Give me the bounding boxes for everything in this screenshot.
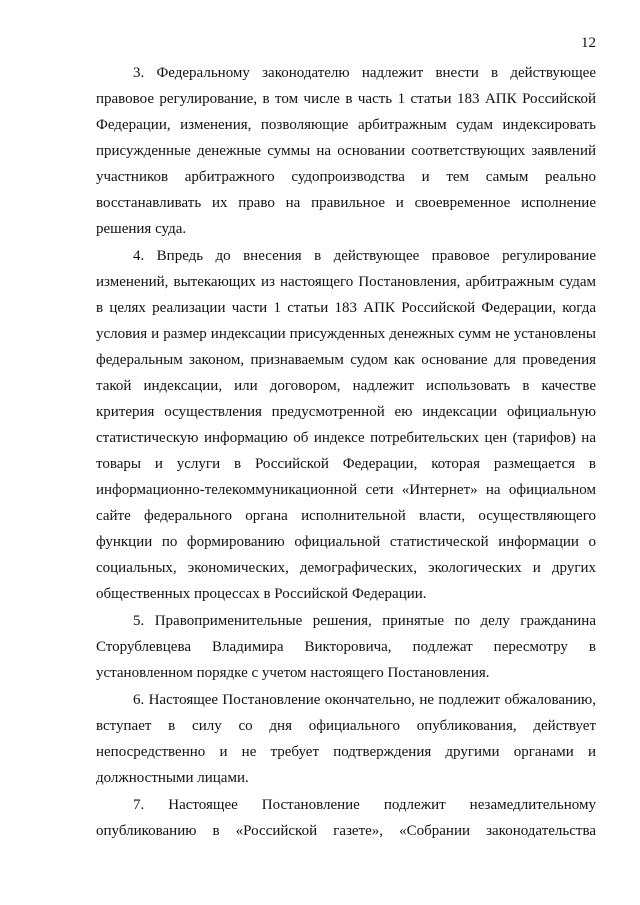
text-line: вступает в силу со дня официального опубликования, действует xyxy=(96,718,596,734)
text-line: федеральным законом, признаваемым судом как основание для проведения xyxy=(96,352,596,368)
text-line: Федерации, изменения, позволяющие арбитражным судам индексировать xyxy=(96,117,596,133)
text-line: социальных, экономических, демографических, экологических и других xyxy=(96,560,596,576)
text-line: такой индексации, или договором, надлежит использовать в качестве xyxy=(96,378,596,394)
text-line: 3. Федеральному законодателю надлежит внести в действующее xyxy=(133,65,596,81)
text-line: опубликованию в «Российской газете», «Собрании законодательства xyxy=(96,823,596,839)
text-line: условия и размер индексации присужденных денежных сумм не установлены xyxy=(96,326,596,342)
paragraph-5 xyxy=(96,792,596,844)
paragraph-3 xyxy=(96,608,596,686)
text-line: должностными лицами. xyxy=(96,770,249,786)
text-line: правовое регулирование, в том числе в часть 1 статьи 183 АПК Российской xyxy=(96,91,596,107)
document-body xyxy=(96,60,596,845)
text-line: в целях реализации части 1 статьи 183 АПК Российской Федерации, когда xyxy=(96,300,596,316)
text-line: Сторублевцева Владимира Викторовича, подлежат пересмотру в xyxy=(96,639,596,655)
text-line: статистическую информацию об индексе потребительских цен (тарифов) на xyxy=(96,430,596,446)
text-line: 4. Впредь до внесения в действующее правовое регулирование xyxy=(133,248,596,264)
text-line: установленном порядке с учетом настоящего Постановления. xyxy=(96,665,490,681)
text-line: присужденные денежные суммы на основании соответствующих заявлений xyxy=(96,143,596,159)
text-line: непосредственно и не требует подтверждения другими органами и xyxy=(96,744,596,760)
paragraph-1 xyxy=(96,60,596,242)
text-line: сайте федерального органа исполнительной власти, осуществляющего xyxy=(96,508,596,524)
text-line: 7. Настоящее Постановление подлежит незамедлительному xyxy=(133,797,596,813)
paragraph-4 xyxy=(96,687,596,791)
page-number: 12 xyxy=(581,35,596,51)
text-line: информационно-телекоммуникационной сети «Интернет» на официальном xyxy=(96,482,596,498)
text-line: функции по формированию официальной статистической информации о xyxy=(96,534,596,550)
text-line: 5. Правоприменительные решения, принятые по делу гражданина xyxy=(133,613,596,629)
paragraph-2 xyxy=(96,243,596,607)
text-line: критерия осуществления предусмотренной ею индексации официальную xyxy=(96,404,596,420)
text-line: участников арбитражного судопроизводства и тем самым реально xyxy=(96,169,596,185)
text-line: 6. Настоящее Постановление окончательно, не подлежит обжалованию, xyxy=(133,692,596,708)
text-line: общественных процессах в Российской Федерации. xyxy=(96,586,427,602)
text-line: решения суда. xyxy=(96,221,187,237)
text-line: изменений, вытекающих из настоящего Постановления, арбитражным судам xyxy=(96,274,596,290)
text-line: восстанавливать их право на правильное и своевременное исполнение xyxy=(96,195,596,211)
text-line: товары и услуги в Российской Федерации, которая размещается в xyxy=(96,456,596,472)
